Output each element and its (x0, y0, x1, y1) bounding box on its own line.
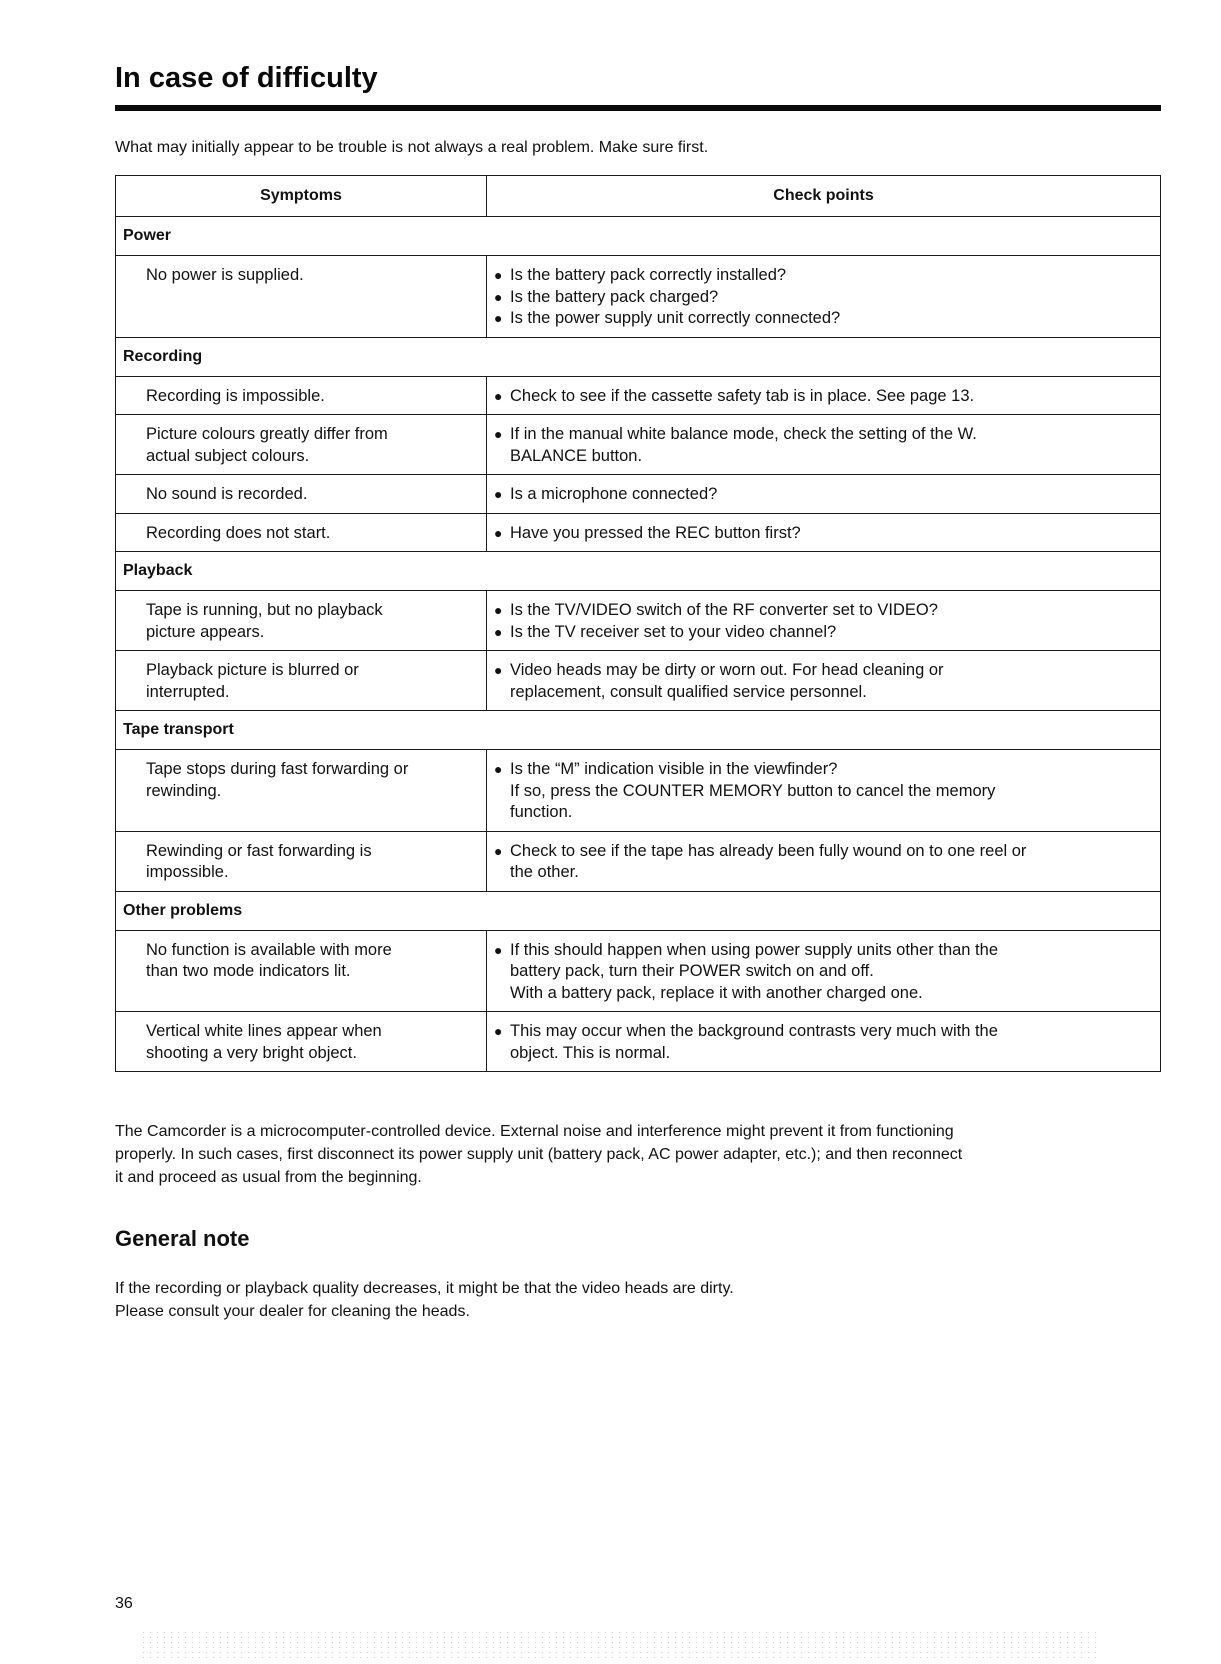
symptom-cell (116, 1012, 487, 1072)
check-point-line (494, 940, 1152, 962)
check-points-cell (487, 591, 1161, 651)
symptom-line: No function is available with more (146, 940, 392, 959)
check-points-cell (487, 1012, 1161, 1072)
symptom-line: actual subject colours. (146, 446, 310, 465)
check-points-cell (487, 415, 1161, 475)
bullet-icon: ● (494, 761, 503, 777)
table-body (116, 217, 1161, 1072)
check-point-line (494, 287, 1152, 309)
symptom-cell (116, 930, 487, 1012)
table-header-row (116, 176, 1161, 217)
title-rule (115, 105, 1161, 111)
check-point-line (494, 600, 1152, 622)
bullet-icon: ● (494, 623, 503, 640)
check-point-line (494, 622, 1152, 644)
table-row (116, 513, 1161, 552)
section-row (116, 217, 1161, 256)
check-point-line (494, 386, 1152, 408)
symptom-line: Recording does not start. (146, 523, 331, 542)
check-point-line (494, 424, 1152, 446)
section-row (116, 711, 1161, 750)
symptom-line: No sound is recorded. (146, 485, 308, 503)
check-point-text: Is the TV/VIDEO switch of the RF converter set to VIDEO? (510, 601, 938, 619)
symptom-cell (116, 750, 487, 832)
check-point-line (494, 523, 1152, 545)
table-row (116, 750, 1161, 832)
symptom-line: Tape stops during fast forwarding or (146, 760, 409, 778)
page-title: In case of difficulty (115, 62, 378, 94)
symptom-cell (116, 591, 487, 651)
check-point-line (494, 759, 1152, 781)
page-number: 36 (115, 1595, 133, 1612)
check-point-text: the other. (510, 863, 579, 881)
symptom-line: Recording is impossible. (146, 386, 325, 405)
check-points-cell (487, 475, 1161, 514)
symptom-line: Playback picture is blurred or (146, 661, 359, 679)
section-row (116, 891, 1161, 930)
symptom-cell (116, 376, 487, 415)
section-heading: Recording (116, 337, 1161, 376)
general-note-heading: General note (115, 1226, 250, 1251)
check-point-line (494, 983, 1152, 1005)
check-point-text: function. (510, 803, 573, 821)
table-row (116, 475, 1161, 514)
bullet-icon: ● (494, 310, 503, 326)
section-heading: Playback (116, 552, 1161, 591)
check-point-line (494, 308, 1152, 330)
symptom-line: interrupted. (146, 682, 230, 701)
symptom-cell (116, 475, 487, 514)
check-point-line (494, 961, 1152, 983)
check-points-cell (487, 930, 1161, 1012)
bullet-icon: ● (494, 486, 503, 502)
symptom-line: Vertical white lines appear when (146, 1022, 382, 1040)
header-check-points: Check points (487, 176, 1161, 217)
check-point-text: If in the manual white balance mode, check the setting of the W. (510, 425, 977, 443)
symptom-line: Picture colours greatly differ from (146, 425, 388, 443)
bullet-icon: ● (494, 288, 503, 305)
check-point-text: If this should happen when using power supply units other than the (510, 940, 998, 959)
table-row (116, 256, 1161, 338)
table-row (116, 376, 1161, 415)
symptom-line: than two mode indicators lit. (146, 962, 351, 980)
check-point-text: battery pack, turn their POWER switch on and off. (510, 962, 874, 980)
section-heading: Other problems (116, 891, 1161, 930)
bullet-icon: ● (494, 662, 503, 678)
check-point-text: With a battery pack, replace it with another charged one. (510, 983, 923, 1002)
symptom-cell (116, 831, 487, 891)
symptom-cell (116, 651, 487, 711)
bullet-icon: ● (494, 267, 503, 283)
table-row (116, 591, 1161, 651)
check-point-line (494, 1021, 1152, 1043)
bullet-icon: ● (494, 842, 503, 859)
general-note-line: If the recording or playback quality decreases, it might be that the video heads are dirty. (115, 1280, 734, 1297)
symptom-cell (116, 415, 487, 475)
check-points-cell (487, 651, 1161, 711)
check-point-line (494, 841, 1152, 863)
symptom-line: picture appears. (146, 622, 265, 641)
table-row (116, 415, 1161, 475)
check-point-text: Is the power supply unit correctly connected? (510, 309, 841, 327)
check-points-cell (487, 513, 1161, 552)
symptom-line: No power is supplied. (146, 266, 304, 284)
check-point-line (494, 660, 1152, 682)
table-row (116, 831, 1161, 891)
table-row (116, 651, 1161, 711)
check-point-text: Check to see if the tape has already been fully wound on to one reel or (510, 841, 1027, 860)
bullet-icon: ● (494, 426, 503, 442)
symptom-line: Tape is running, but no playback (146, 601, 383, 619)
check-point-text: object. This is normal. (510, 1043, 671, 1062)
check-point-line (494, 446, 1152, 468)
check-point-text: Is the battery pack correctly installed? (510, 266, 787, 284)
table-row (116, 1012, 1161, 1072)
check-point-text: Is the “M” indication visible in the viewfinder? (510, 760, 838, 778)
symptom-cell (116, 513, 487, 552)
check-points-cell (487, 256, 1161, 338)
intro-text: What may initially appear to be trouble is not always a real problem. Make sure first. (115, 139, 709, 156)
general-note-line: Please consult your dealer for cleaning the heads. (115, 1303, 470, 1320)
check-points-cell (487, 831, 1161, 891)
check-point-line (494, 802, 1152, 824)
symptom-line: impossible. (146, 863, 229, 881)
scan-noise-artifact (140, 1630, 1100, 1658)
note-line: The Camcorder is a microcomputer-controlled device. External noise and interference might prevent it from functioning (115, 1123, 954, 1140)
check-point-text: Check to see if the cassette safety tab is in place. See page 13. (510, 386, 975, 405)
section-heading: Tape transport (116, 711, 1161, 750)
section-row (116, 552, 1161, 591)
check-point-text: BALANCE button. (510, 446, 643, 465)
general-note-text (115, 1277, 734, 1323)
section-row (116, 337, 1161, 376)
check-point-text: This may occur when the background contrasts very much with the (510, 1022, 998, 1040)
check-points-cell (487, 750, 1161, 832)
header-symptoms: Symptoms (116, 176, 487, 217)
check-point-text: Is a microphone connected? (510, 485, 718, 503)
check-point-line (494, 781, 1152, 803)
bullet-icon: ● (494, 602, 503, 618)
bullet-icon: ● (494, 387, 503, 404)
check-point-text: If so, press the COUNTER MEMORY button to cancel the memory (510, 781, 996, 800)
bullet-icon: ● (494, 1023, 503, 1039)
note-line: it and proceed as usual from the beginning. (115, 1169, 422, 1186)
symptom-line: shooting a very bright object. (146, 1043, 357, 1062)
check-point-text: Video heads may be dirty or worn out. For head cleaning or (510, 661, 944, 679)
symptom-cell (116, 256, 487, 338)
check-point-line (494, 1043, 1152, 1065)
check-point-line (494, 862, 1152, 884)
table-row (116, 930, 1161, 1012)
check-point-text: Have you pressed the REC button first? (510, 523, 801, 542)
troubleshooting-table (115, 175, 1161, 1072)
check-point-line (494, 265, 1152, 287)
check-point-line (494, 682, 1152, 704)
check-points-cell (487, 376, 1161, 415)
note-line: properly. In such cases, first disconnect its power supply unit (battery pack, AC power adapter, etc.); and then reconnect (115, 1146, 963, 1163)
check-point-text: Is the battery pack charged? (510, 287, 719, 306)
bullet-icon: ● (494, 524, 503, 541)
check-point-text: Is the TV receiver set to your video channel? (510, 622, 837, 641)
bullet-icon: ● (494, 941, 503, 958)
symptom-line: rewinding. (146, 781, 222, 800)
microcomputer-note (115, 1120, 1165, 1189)
check-point-line (494, 484, 1152, 506)
symptom-line: Rewinding or fast forwarding is (146, 841, 372, 860)
check-point-text: replacement, consult qualified service personnel. (510, 682, 867, 701)
section-heading: Power (116, 217, 1161, 256)
